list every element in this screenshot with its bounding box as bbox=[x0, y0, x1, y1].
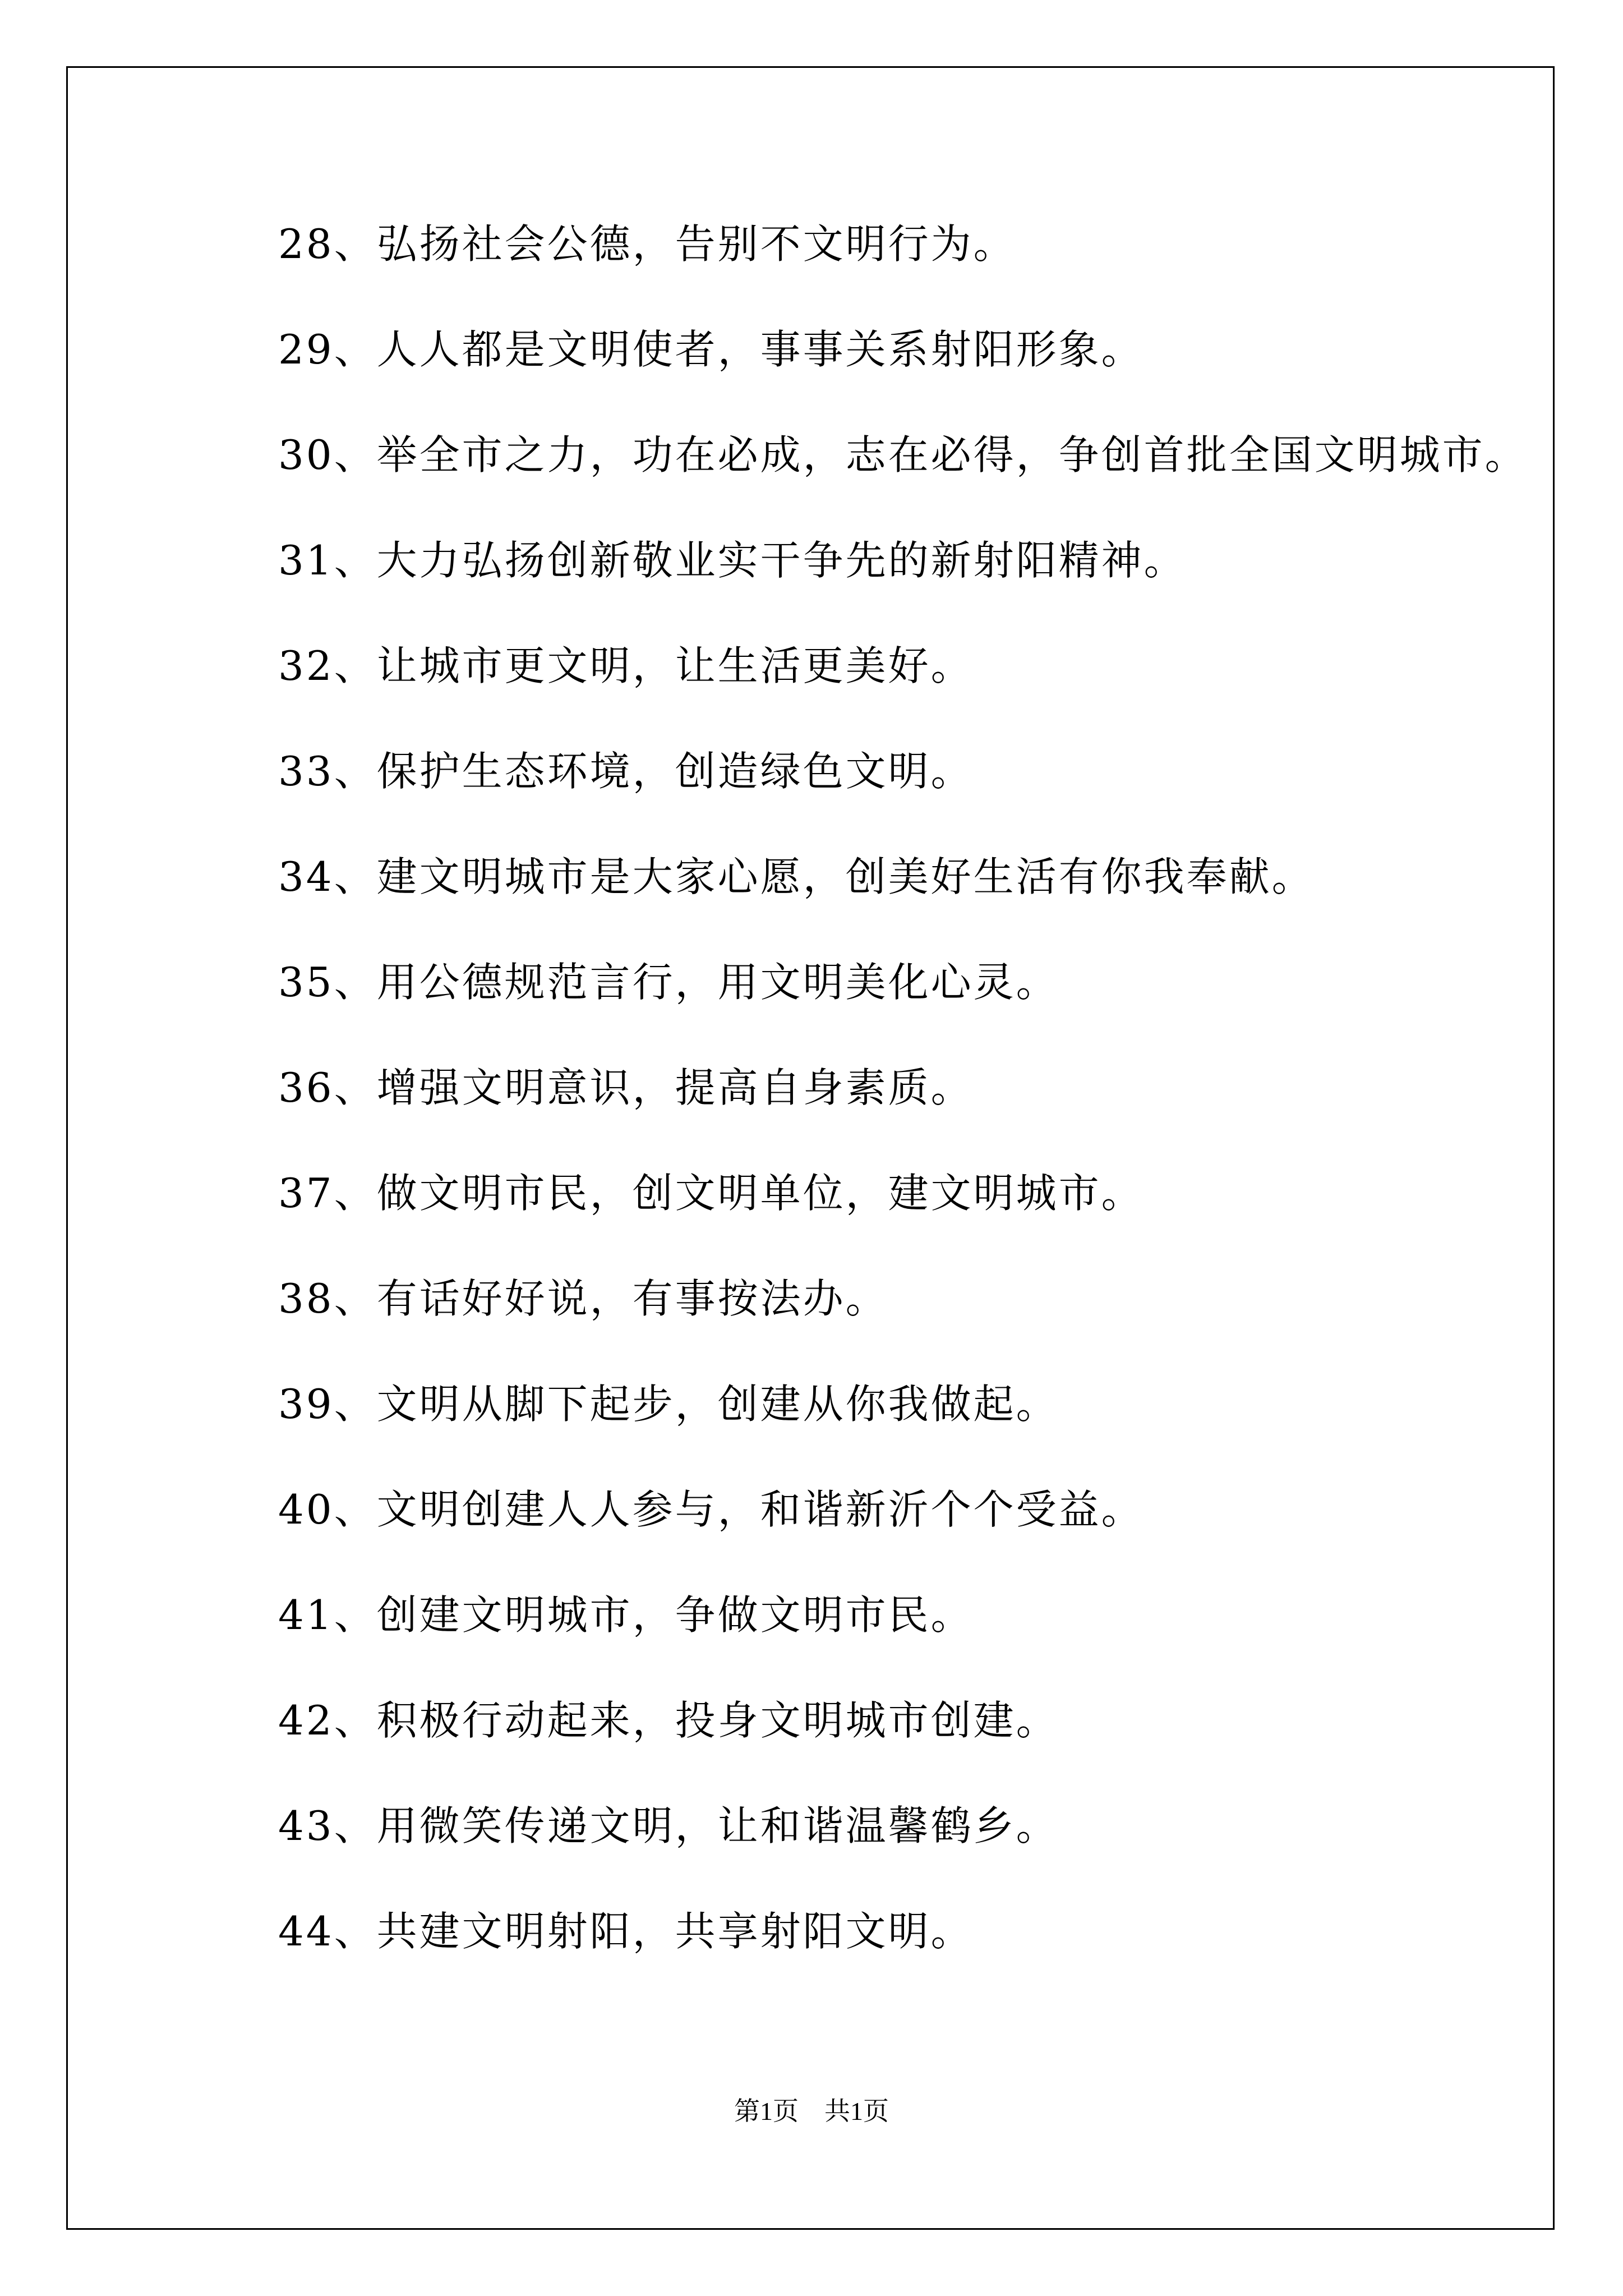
slogan-line: 35、用公德规范言行，用文明美化心灵。 bbox=[278, 959, 1059, 1006]
slogan-line: 31、大力弘扬创新敬业实干争先的新射阳精神。 bbox=[278, 537, 1187, 584]
slogan-line: 37、做文明市民，创文明单位，建文明城市。 bbox=[278, 1170, 1144, 1217]
slogan-line: 42、积极行动起来，投身文明城市创建。 bbox=[278, 1697, 1059, 1744]
slogan-line: 40、文明创建人人参与，和谐新沂个个受益。 bbox=[278, 1486, 1144, 1533]
page-number-footer: 第1页 共1页 bbox=[734, 2097, 889, 2125]
slogan-line: 28、弘扬社会公德，告别不文明行为。 bbox=[278, 220, 1016, 268]
slogan-line: 41、创建文明城市，争做文明市民。 bbox=[278, 1591, 974, 1639]
slogan-line: 33、保护生态环境，创造绿色文明。 bbox=[278, 748, 974, 795]
document-body bbox=[278, 219, 1528, 2012]
slogan-line: 29、人人都是文明使者，事事关系射阳形象。 bbox=[278, 326, 1144, 373]
slogan-line: 38、有话好好说，有事按法办。 bbox=[278, 1275, 888, 1322]
slogan-line: 30、举全市之力，功在必成，志在必得，争创首批全国文明城市。 bbox=[278, 431, 1528, 478]
slogan-line: 44、共建文明射阳，共享射阳文明。 bbox=[278, 1908, 974, 1955]
slogan-line: 43、用微笑传递文明，让和谐温馨鹤乡。 bbox=[278, 1802, 1059, 1849]
slogan-line: 39、文明从脚下起步，创建从你我做起。 bbox=[278, 1381, 1059, 1428]
slogan-line: 36、增强文明意识，提高自身素质。 bbox=[278, 1064, 974, 1111]
slogan-line: 32、让城市更文明，让生活更美好。 bbox=[278, 642, 974, 689]
slogan-line: 34、建文明城市是大家心愿，创美好生活有你我奉献。 bbox=[278, 853, 1315, 900]
